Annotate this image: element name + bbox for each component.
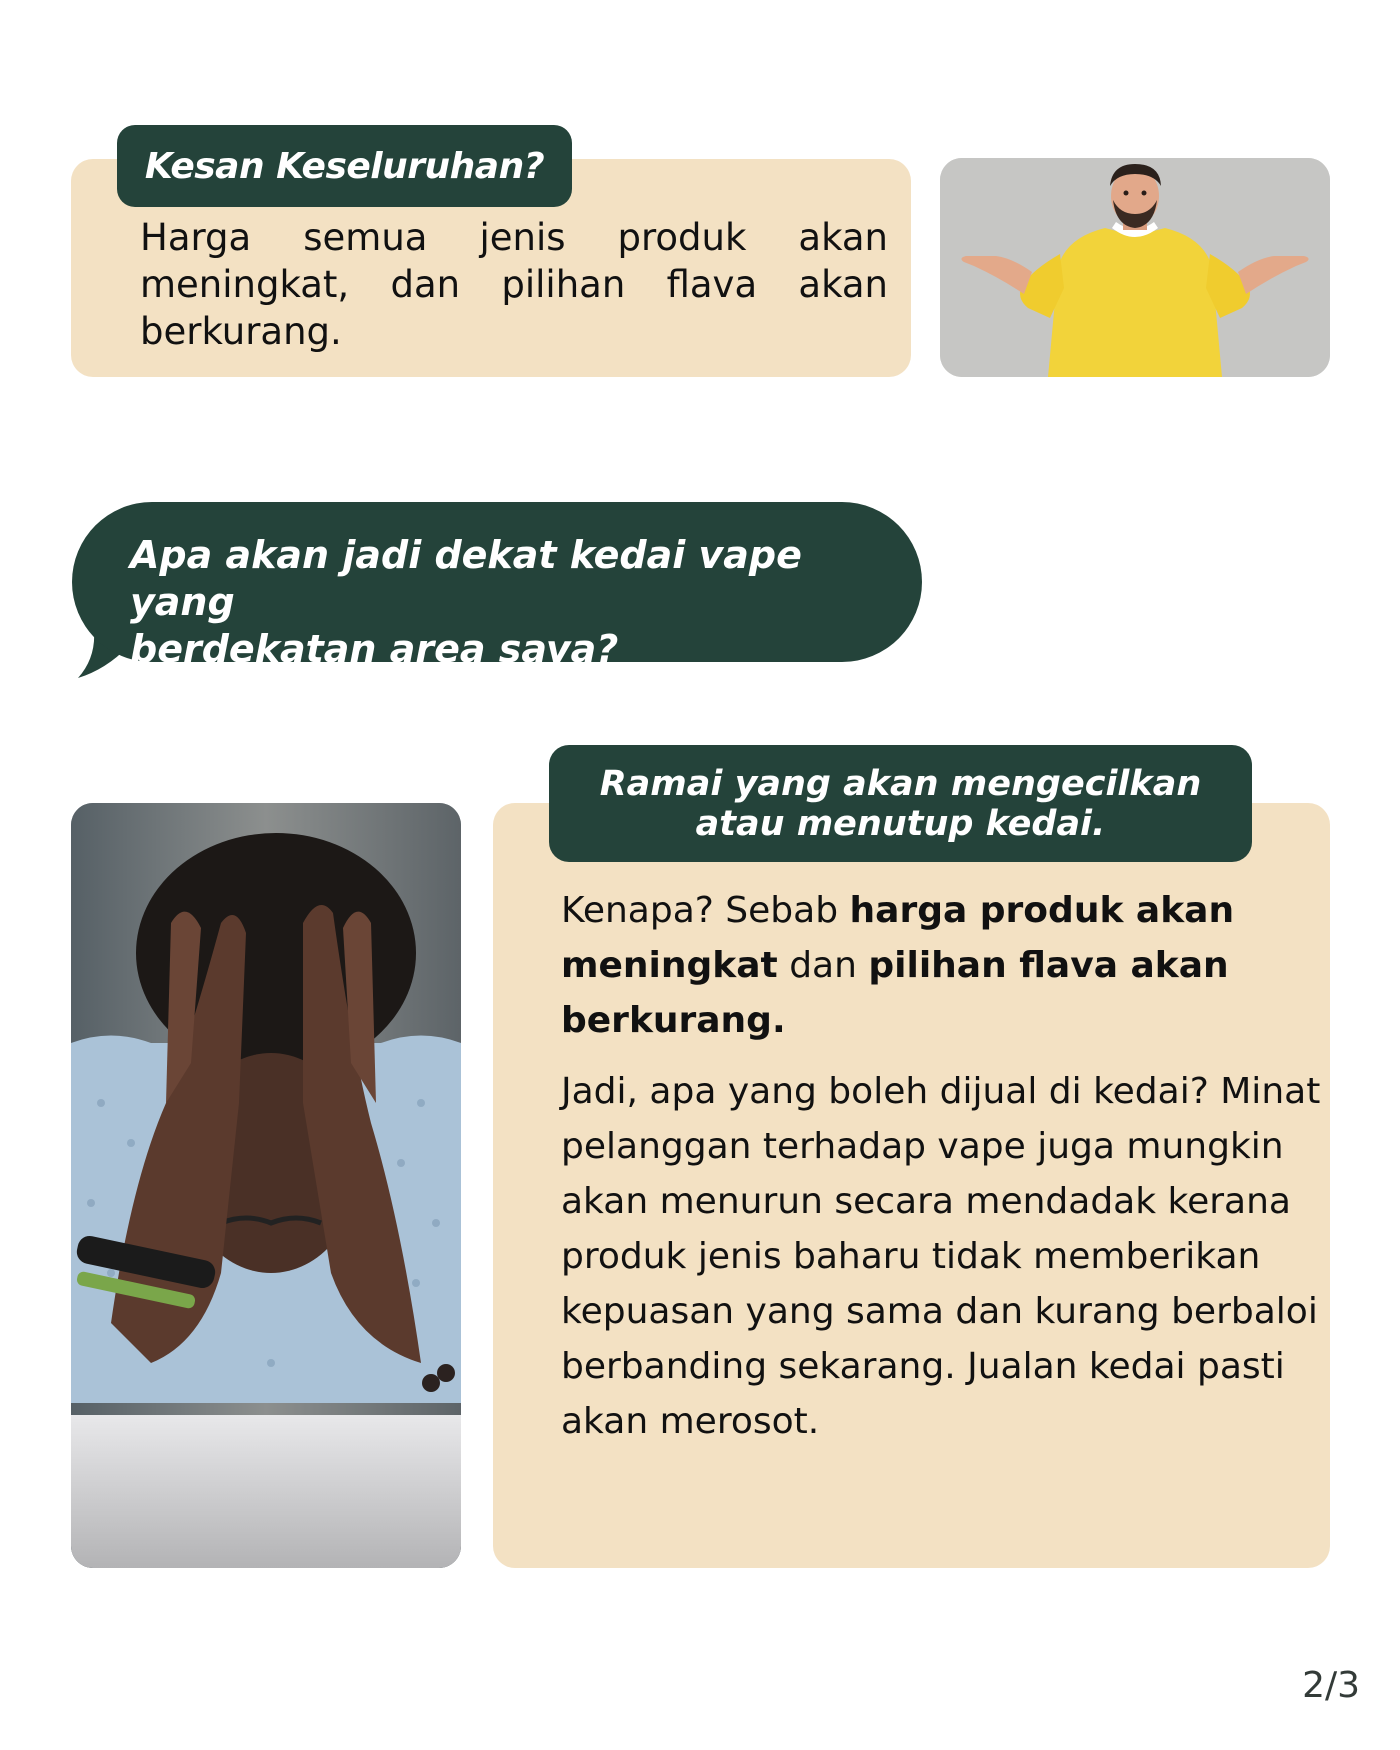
page-indicator: 2/3: [1302, 1665, 1360, 1706]
shrugging-man-illustration: [940, 158, 1330, 377]
stressed-man-illustration: [71, 803, 461, 1568]
p1-text-1: Kenapa? Sebab: [561, 890, 850, 931]
p1-bold-2: pilihan flava akan berkurang.: [561, 945, 1229, 1041]
question-line-2: berdekatan area saya?: [130, 627, 619, 671]
shrugging-man-photo: [940, 158, 1330, 377]
summary-text: Harga semua jenis produk akan meningkat, dan pilihan flava akan berkurang.: [140, 216, 888, 353]
explanation-tag-line-1: Ramai yang akan mengecilkan: [599, 763, 1202, 804]
question-bubble: [72, 502, 922, 671]
explanation-paragraph-2: Jadi, apa yang boleh dijual di kedai? Minat pelanggan terhadap vape juga mungkin akan menurun secara mendadak kerana produk jenis baharu tidak memberikan kepuasan yang sama dan kurang berbaloi berbanding sekarang. Jualan kedai pasti akan merosot.: [561, 1071, 1321, 1442]
question-line-1: Apa akan jadi dekat kedai vape yang: [130, 533, 802, 624]
stressed-man-photo: [71, 803, 461, 1568]
explanation-tag-line-2: atau menutup kedai.: [695, 803, 1106, 844]
explanation-tag: [549, 745, 1252, 862]
explanation-paragraph-1: [561, 883, 1321, 1048]
summary-tag-label: Kesan Keseluruhan?: [144, 145, 545, 187]
p1-bold-1: harga produk akan meningkat: [561, 890, 1235, 986]
explanation-text: [561, 883, 1321, 1449]
p1-text-2: dan: [777, 945, 869, 986]
summary-tag: [117, 125, 572, 207]
